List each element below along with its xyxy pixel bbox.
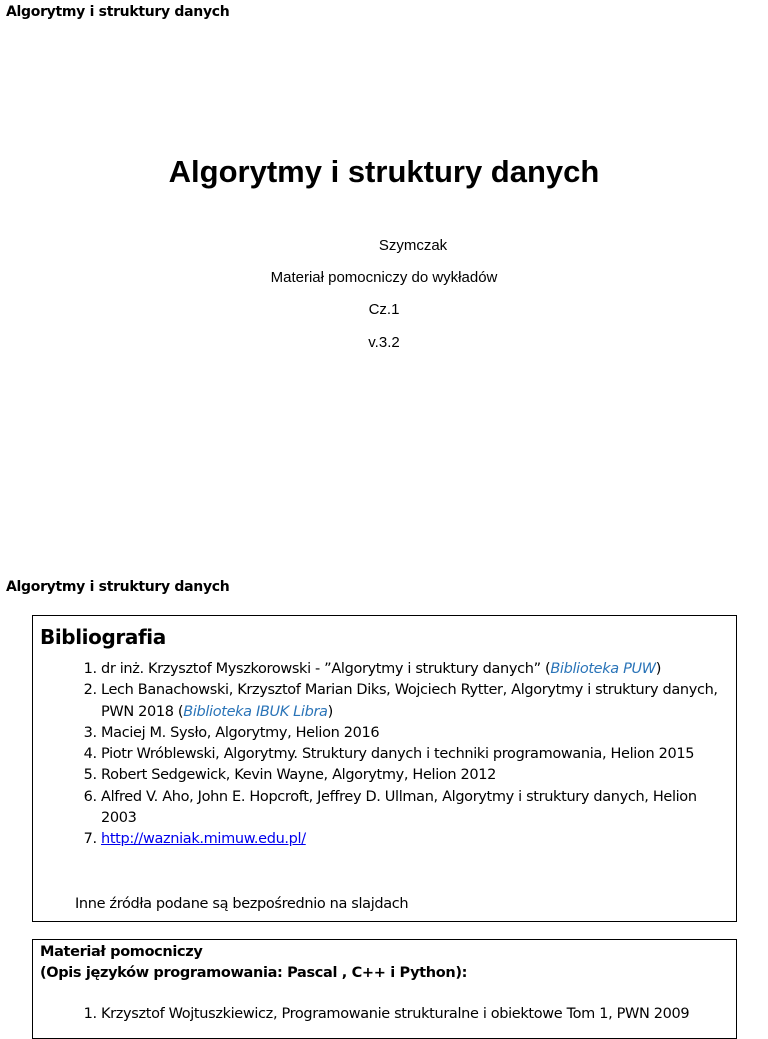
author: Szymczak: [378, 237, 448, 254]
item-text: ): [655, 661, 662, 677]
library-link[interactable]: Biblioteka IBUK Libra: [183, 703, 328, 720]
bibliography-item: [101, 659, 728, 680]
materials-title: [40, 942, 467, 984]
bibliography-item: 3. Maciej M. Sysło, Algorytmy, Helion 2016: [101, 723, 728, 744]
wazniak-link[interactable]: http://wazniak.mimuw.edu.pl/: [101, 831, 306, 848]
bibliography-item: [101, 680, 728, 723]
bibliography-heading: Bibliografia: [40, 625, 166, 649]
materials-box: [32, 939, 737, 1039]
subtitle: Materiał pomocniczy do wykładów: [270, 269, 498, 286]
bibliography-box: [32, 615, 737, 922]
bibliography-footer: Inne źródła podane są bezpośrednio na slajdach: [75, 896, 409, 912]
part-label: Cz.1: [368, 301, 400, 318]
library-link[interactable]: Biblioteka PUW: [550, 661, 656, 677]
materials-item: 1. Krzysztof Wojtuszkiewicz, Programowanie strukturalne i obiektowe Tom 1, PWN 2009: [101, 1004, 728, 1025]
item-text: Lech Banachowski, Krzysztof Marian Diks, Wojciech Rytter, Algorytmy i struktury danych, PWN 2018 (: [101, 682, 718, 720]
page-title: Algorytmy i struktury danych: [168, 154, 600, 189]
version-label: v.3.2: [368, 334, 400, 351]
materials-title-line: Materiał pomocniczy: [40, 944, 203, 960]
slide-header: Algorytmy i struktury danych: [6, 4, 230, 20]
bibliography-list: [33, 659, 728, 851]
bibliography-item: 5. Robert Sedgewick, Kevin Wayne, Algorytmy, Helion 2012: [101, 765, 728, 786]
bibliography-item: 4. Piotr Wróblewski, Algorytmy. Struktury danych i techniki programowania, Helion 2015: [101, 744, 728, 765]
bibliography-item: 6. Alfred V. Aho, John E. Hopcroft, Jeffrey D. Ullman, Algorytmy i struktury danych, Helion 2003: [101, 787, 728, 830]
materials-title-line: (Opis języków programowania: Pascal , C++ i Python):: [40, 965, 468, 981]
bibliography-item: [101, 829, 728, 850]
item-text: dr inż. Krzysztof Myszkorowski - ”Algorytmy i struktury danych” (: [101, 661, 551, 677]
item-text: ): [327, 703, 333, 720]
slide-header: Algorytmy i struktury danych: [6, 579, 230, 595]
materials-list: [33, 1004, 728, 1025]
